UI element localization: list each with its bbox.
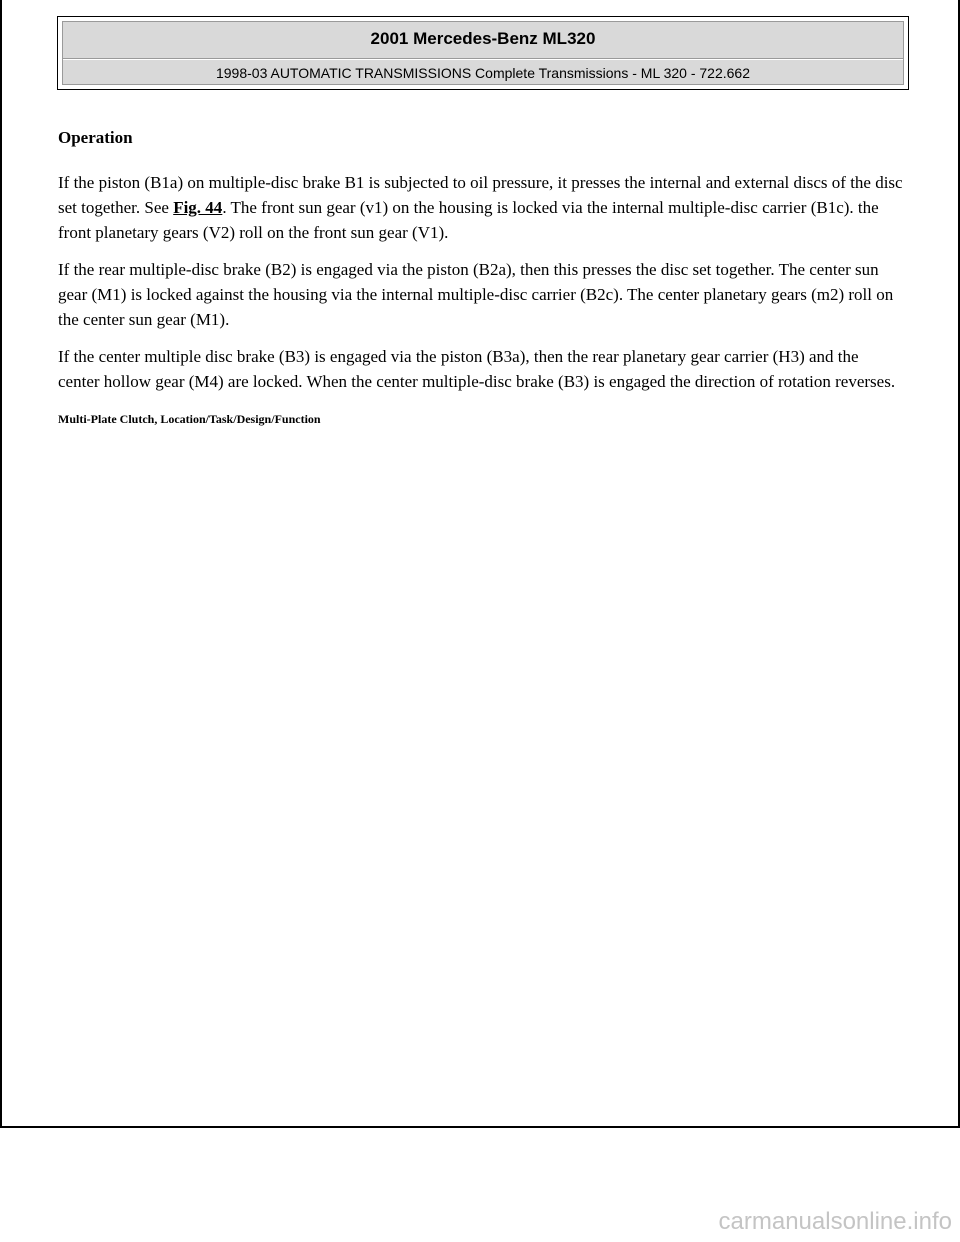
paragraph-text: . The front sun gear (v1) on the housing is locked via the internal multiple-disc carrier (B1c). the front planetary gears (V2) roll on the front sun gear (V1). xyxy=(58,198,879,242)
figure-link[interactable]: Fig. 44 xyxy=(173,198,223,217)
header-title: 2001 Mercedes-Benz ML320 xyxy=(370,29,596,48)
header-subtitle: 1998-03 AUTOMATIC TRANSMISSIONS Complete Transmissions - ML 320 - 722.662 xyxy=(215,65,751,81)
subsection-heading: Multi-Plate Clutch, Location/Task/Design/Function xyxy=(58,412,321,426)
paragraph-b3-brake: If the center multiple disc brake (B3) is engaged via the piston (B3a), then the rear planetary gear carrier (H3) and the center hollow gear (M4) are locked. When the center multiple-disc brake (B3) is engaged the direction of rotation reverses. xyxy=(58,347,896,391)
paragraph-b1-brake xyxy=(58,170,904,245)
header-panel xyxy=(62,21,904,85)
paragraph-b2-brake: If the rear multiple-disc brake (B2) is engaged via the piston (B2a), then this presses the disc set together. The center sun gear (M1) is locked against the housing via the internal multiple-disc carrier (B2c). The center planetary gears (m2) roll on the center sun gear (M1). xyxy=(58,260,894,329)
document-header xyxy=(57,16,909,90)
watermark: carmanualsonline.info xyxy=(718,1208,952,1235)
section-heading: Operation xyxy=(58,128,133,147)
document-body xyxy=(58,128,904,427)
header-divider xyxy=(63,58,903,60)
paragraph-text: If the piston (B1a) on multiple-disc brake B1 is subjected to oil pressure, it presses the internal and external discs of the disc set together. See xyxy=(58,173,903,217)
